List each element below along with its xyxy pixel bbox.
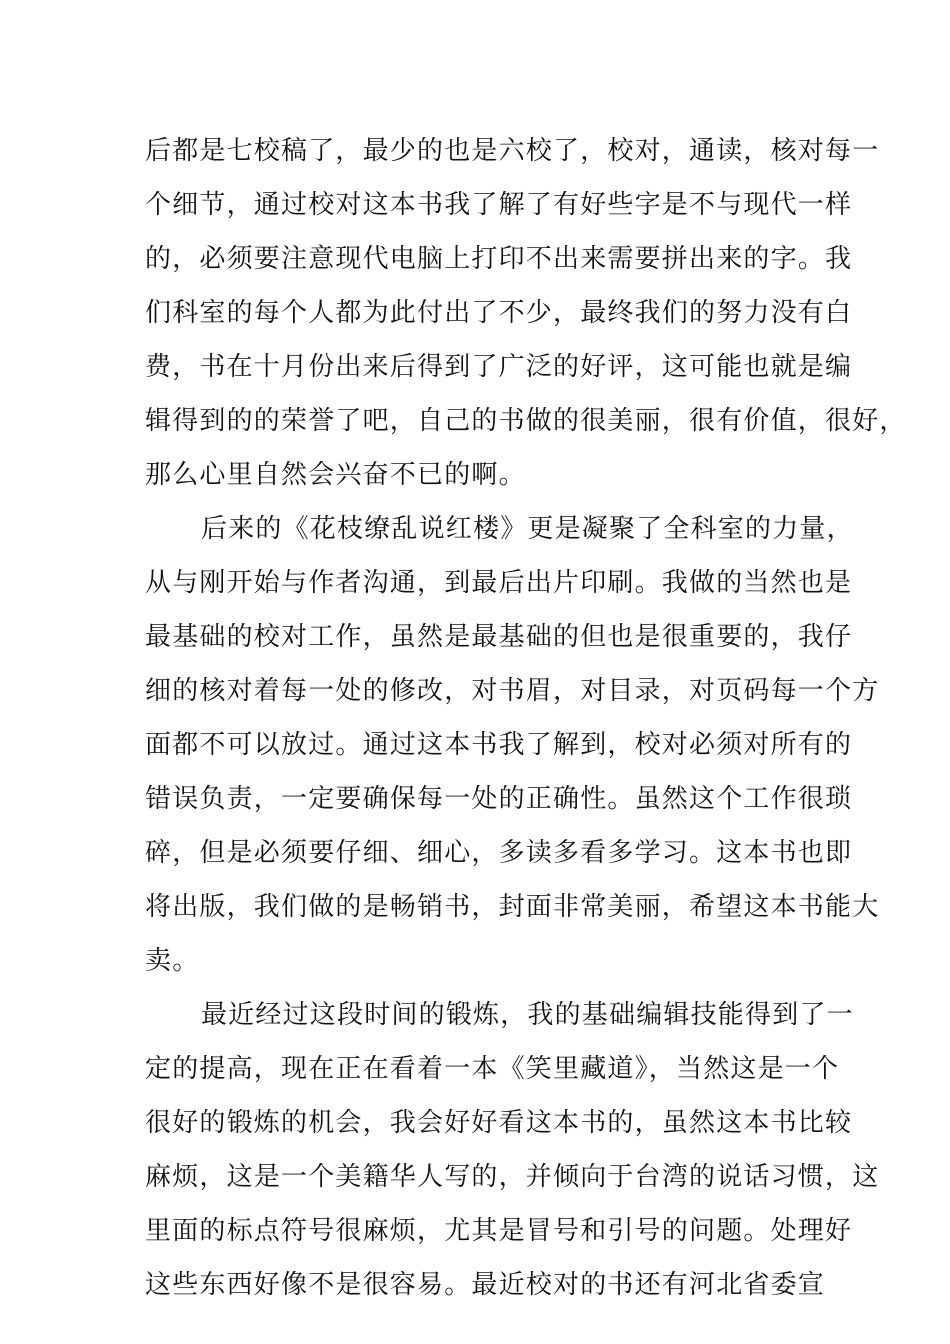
text-line: 最近经过这段时间的锻炼，我的基础编辑技能得到了一 (201, 1000, 854, 1030)
text-line: 碎，但是必须要仔细、细心，多读多看多学习。这本书也即 (145, 838, 853, 868)
text-line: 里面的标点符号很麻烦，尤其是冒号和引号的问题。处理好 (145, 1216, 853, 1246)
paragraph (145, 124, 907, 502)
text-line: 最基础的校对工作，虽然是最基础的但也是很重要的，我仔 (145, 622, 853, 652)
document-body (145, 124, 907, 1312)
text-line: 细的核对着每一处的修改，对书眉，对目录，对页码每一个方 (145, 676, 880, 706)
text-line: 费，书在十月份出来后得到了广泛的好评，这可能也就是编 (145, 352, 853, 382)
text-line: 错误负责，一定要确保每一处的正确性。虽然这个工作很琐 (145, 784, 853, 814)
text-line: 们科室的每个人都为此付出了不少，最终我们的努力没有白 (145, 298, 853, 328)
paragraph (145, 502, 880, 988)
text-line: 从与刚开始与作者沟通，到最后出片印刷。我做的当然也是 (145, 568, 853, 598)
text-line: 个细节，通过校对这本书我了解了有好些字是不与现代一样 (145, 190, 853, 220)
text-line: 后来的《花枝缭乱说红楼》更是凝聚了全科室的力量， (201, 514, 854, 544)
text-line: 麻烦，这是一个美籍华人写的，并倾向于台湾的说话习惯，这 (145, 1162, 880, 1192)
text-line: 那么心里自然会兴奋不已的啊。 (145, 460, 526, 490)
text-line: 面都不可以放过。通过这本书我了解到，校对必须对所有的 (145, 730, 853, 760)
text-line: 的，必须要注意现代电脑上打印不出来需要拼出来的字。我 (145, 244, 853, 274)
text-line: 卖。 (145, 946, 200, 976)
text-line: 将出版，我们做的是畅销书，封面非常美丽，希望这本书能大 (145, 892, 880, 922)
text-line: 这些东西好像不是很容易。最近校对的书还有河北省委宣 (145, 1270, 826, 1300)
text-line: 定的提高，现在正在看着一本《笑里藏道》，当然这是一个 (145, 1054, 840, 1084)
paragraph (145, 988, 880, 1312)
text-line: 很好的锻炼的机会，我会好好看这本书的，虽然这本书比较 (145, 1108, 853, 1138)
text-line: 辑得到的的荣誉了吧，自己的书做的很美丽，很有价值，很好， (145, 406, 907, 436)
text-line: 后都是七校稿了，最少的也是六校了，校对，通读，核对每一 (145, 136, 880, 166)
